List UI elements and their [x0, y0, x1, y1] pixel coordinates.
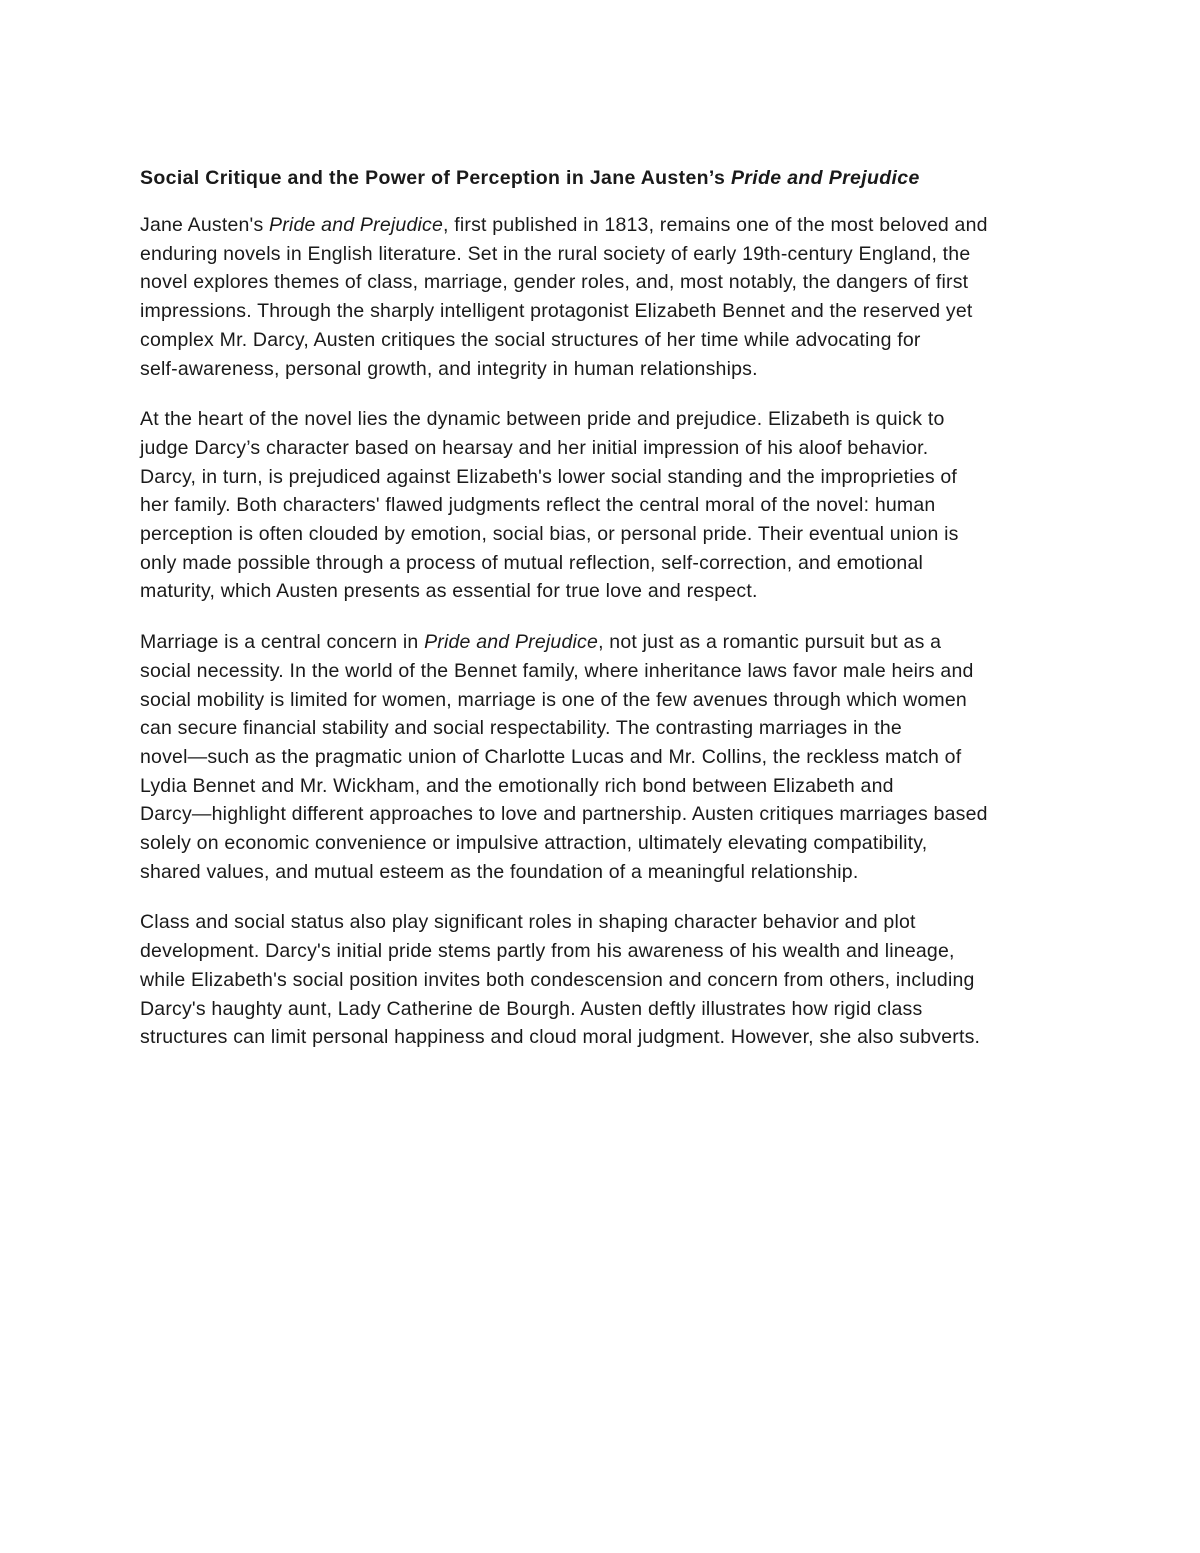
text-line: [140, 491, 1065, 520]
text-line: [140, 326, 1065, 355]
title-main: Social Critique and the Power of Perception in Jane Austen’s: [140, 167, 731, 189]
text-run: social mobility is limited for women, marriage is one of the few avenues through which women: [140, 688, 967, 711]
paragraph: [140, 628, 1065, 886]
text-line: [140, 577, 1065, 606]
text-run: only made possible through a process of mutual reflection, self-correction, and emotional: [140, 551, 924, 574]
paragraphs: [140, 211, 1065, 1052]
text-run: judge Darcy’s character based on hearsay and her initial impression of his aloof behavior.: [140, 436, 929, 459]
paragraph: [140, 211, 1065, 383]
text-run: Darcy, in turn, is prejudiced against Elizabeth's lower social standing and the improprieties of: [140, 465, 958, 488]
text-line: [140, 686, 1065, 715]
text-run: Class and social status also play significant roles in shaping character behavior and plot: [140, 911, 916, 934]
text-line: [140, 240, 1065, 269]
text-run: solely on economic convenience or impulsive attraction, ultimately elevating compatibility,: [140, 832, 928, 855]
text-run: Darcy—highlight different approaches to love and partnership. Austen critiques marriages based: [140, 803, 988, 826]
text-run: while Elizabeth's social position invites both condescension and concern from others, including: [140, 968, 975, 991]
text-line: [140, 520, 1065, 549]
text-run: Jane Austen's: [140, 214, 270, 236]
text-run: perception is often clouded by emotion, social bias, or personal pride. Their eventual union is: [140, 523, 959, 546]
title-italic: Pride and Prejudice: [730, 167, 920, 189]
text-line: [140, 297, 1065, 326]
text-line: [140, 211, 1065, 240]
text-run: can secure financial stability and social respectability. The contrasting marriages in the: [140, 717, 902, 740]
text-run: shared values, and mutual esteem as the foundation of a meaningful relationship.: [140, 860, 859, 883]
text-line: [140, 628, 1065, 657]
text-run: enduring novels in English literature. Set in the rural society of early 19th-century England, the: [140, 242, 971, 265]
text-line: [140, 772, 1065, 801]
text-run: Marriage is a central concern in: [140, 631, 425, 654]
text-line: [140, 463, 1065, 492]
document-body: [140, 163, 1065, 1074]
text-run: , not just as a romantic pursuit but as a: [598, 631, 942, 654]
text-run: self-awareness, personal growth, and integrity in human relationships.: [140, 357, 758, 380]
text-line: [140, 743, 1065, 772]
text-line: [140, 405, 1065, 434]
text-run: maturity, which Austen presents as essential for true love and respect.: [140, 580, 758, 603]
text-run: her family. Both characters' flawed judgments reflect the central moral of the novel: human: [140, 494, 936, 517]
text-line: [140, 995, 1065, 1024]
paragraph: [140, 908, 1065, 1052]
text-run: social necessity. In the world of the Bennet family, where inheritance laws favor male heirs and: [140, 659, 974, 682]
text-line: [140, 966, 1065, 995]
text-line: [140, 434, 1065, 463]
text-run: development. Darcy's initial pride stems partly from his awareness of his wealth and lineage,: [140, 940, 955, 963]
text-run: , first published in 1813, remains one of the most beloved and: [443, 214, 988, 236]
text-line: [140, 858, 1065, 887]
text-line: [140, 355, 1065, 384]
text-line: [140, 1023, 1065, 1052]
text-run: complex Mr. Darcy, Austen critiques the social structures of her time while advocating for: [140, 328, 921, 351]
text-run: At the heart of the novel lies the dynamic between pride and prejudice. Elizabeth is quick to: [140, 408, 945, 431]
text-run: novel—such as the pragmatic union of Charlotte Lucas and Mr. Collins, the reckless match of: [140, 745, 962, 768]
italic-text: Pride and Prejudice: [269, 214, 444, 236]
text-run: novel explores themes of class, marriage, gender roles, and, most notably, the dangers of first: [140, 271, 969, 294]
text-run: Lydia Bennet and Mr. Wickham, and the emotionally rich bond between Elizabeth and: [140, 774, 894, 797]
text-line: [140, 549, 1065, 578]
italic-text: Pride and Prejudice: [424, 631, 599, 654]
text-line: [140, 908, 1065, 937]
text-run: Darcy's haughty aunt, Lady Catherine de Bourgh. Austen deftly illustrates how rigid class: [140, 997, 923, 1020]
text-run: impressions. Through the sharply intelligent protagonist Elizabeth Bennet and the reserved yet: [140, 300, 973, 323]
text-line: [140, 268, 1065, 297]
text-line: [140, 937, 1065, 966]
document-title: [140, 163, 1065, 193]
text-line: [140, 657, 1065, 686]
text-line: [140, 714, 1065, 743]
paragraph: [140, 405, 1065, 606]
text-run: structures can limit personal happiness and cloud moral judgment. However, she also subverts.: [140, 1026, 981, 1049]
text-line: [140, 800, 1065, 829]
text-line: [140, 829, 1065, 858]
